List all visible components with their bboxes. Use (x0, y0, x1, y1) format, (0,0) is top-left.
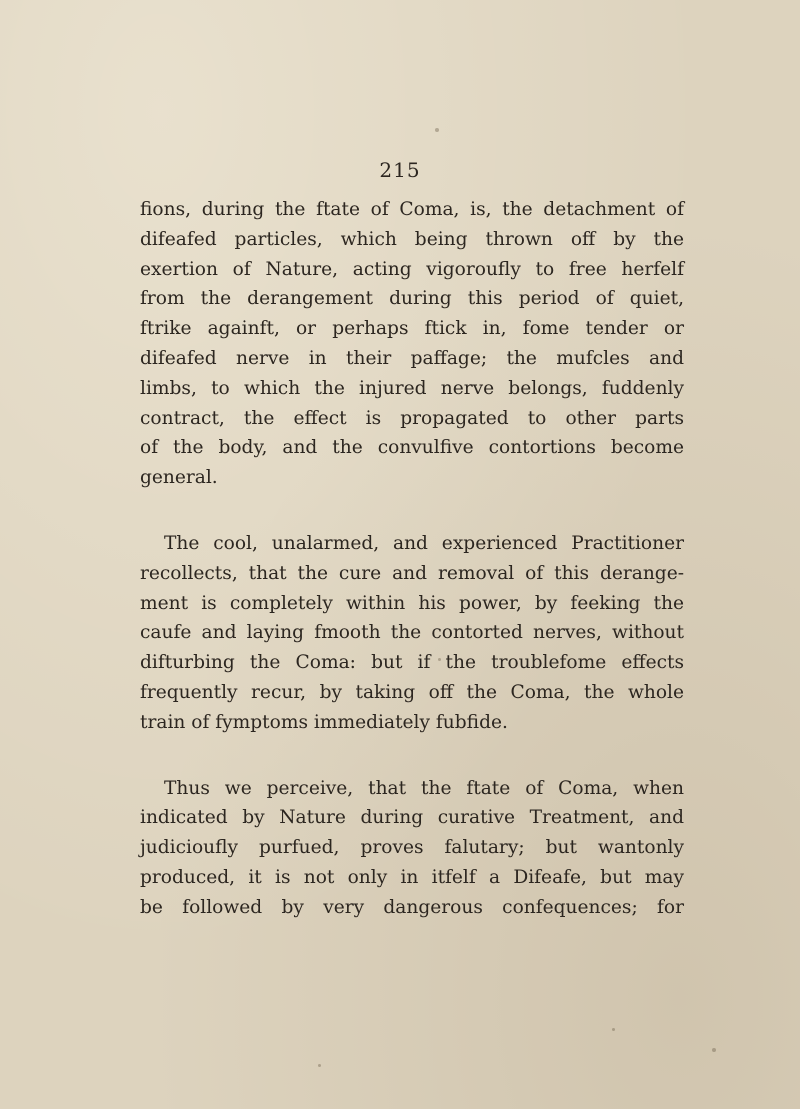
text-line: be followed by very dangerous confequences; for (140, 896, 684, 918)
text-line: The cool, unalarmed, and experienced Practitioner (164, 532, 684, 554)
paper-speck (712, 1048, 716, 1052)
text-line: exertion of Nature, acting vigoroufly to free herfelf (140, 258, 684, 280)
paragraph-3 (140, 774, 684, 923)
page-number: 215 (379, 158, 421, 182)
paper-speck (435, 128, 439, 132)
text-line: difeafed nerve in their paffage; the mufcles and (140, 347, 684, 369)
text-line: caufe and laying fmooth the contorted nerves, without (140, 622, 684, 644)
text-line: frequently recur, by taking off the Coma, the whole (140, 681, 684, 703)
text-line: judicioufly purfued, proves falutary; but wantonly (140, 837, 684, 859)
paragraph-1 (140, 195, 684, 493)
text-line: fions, during the ftate of Coma, is, the detachment of (140, 199, 684, 220)
text-line: of the body, and the convulfive contortions become (140, 437, 684, 459)
text-line: general. (140, 467, 218, 489)
text-line: limbs, to which the injured nerve belongs, fuddenly (140, 377, 684, 399)
text-line: Thus we perceive, that the ftate of Coma, when (164, 777, 684, 799)
text-line: difeafed particles, which being thrown off by the (140, 228, 684, 250)
body-text (140, 195, 684, 959)
text-line: produced, it is not only in itfelf a Difeafe, but may (140, 866, 684, 888)
paper-speck (612, 1028, 615, 1031)
text-line: contract, the effect is propagated to other parts (140, 407, 684, 429)
paper-speck (438, 658, 441, 661)
paper-speck (318, 1064, 321, 1067)
paragraph-2 (140, 529, 684, 738)
text-line: ment is completely within his power, by feeking the (140, 592, 684, 614)
text-line: from the derangement during this period of quiet, (140, 288, 684, 310)
text-line: ftrike againft, or perhaps ftick in, fome tender or (140, 318, 684, 340)
text-line: train of fymptoms immediately fubfide. (140, 711, 508, 733)
text-line: indicated by Nature during curative Treatment, and (140, 807, 684, 829)
text-line: difturbing the Coma: but if the troublefome effects (140, 652, 684, 674)
text-line: recollects, that the cure and removal of this derange- (140, 562, 684, 584)
